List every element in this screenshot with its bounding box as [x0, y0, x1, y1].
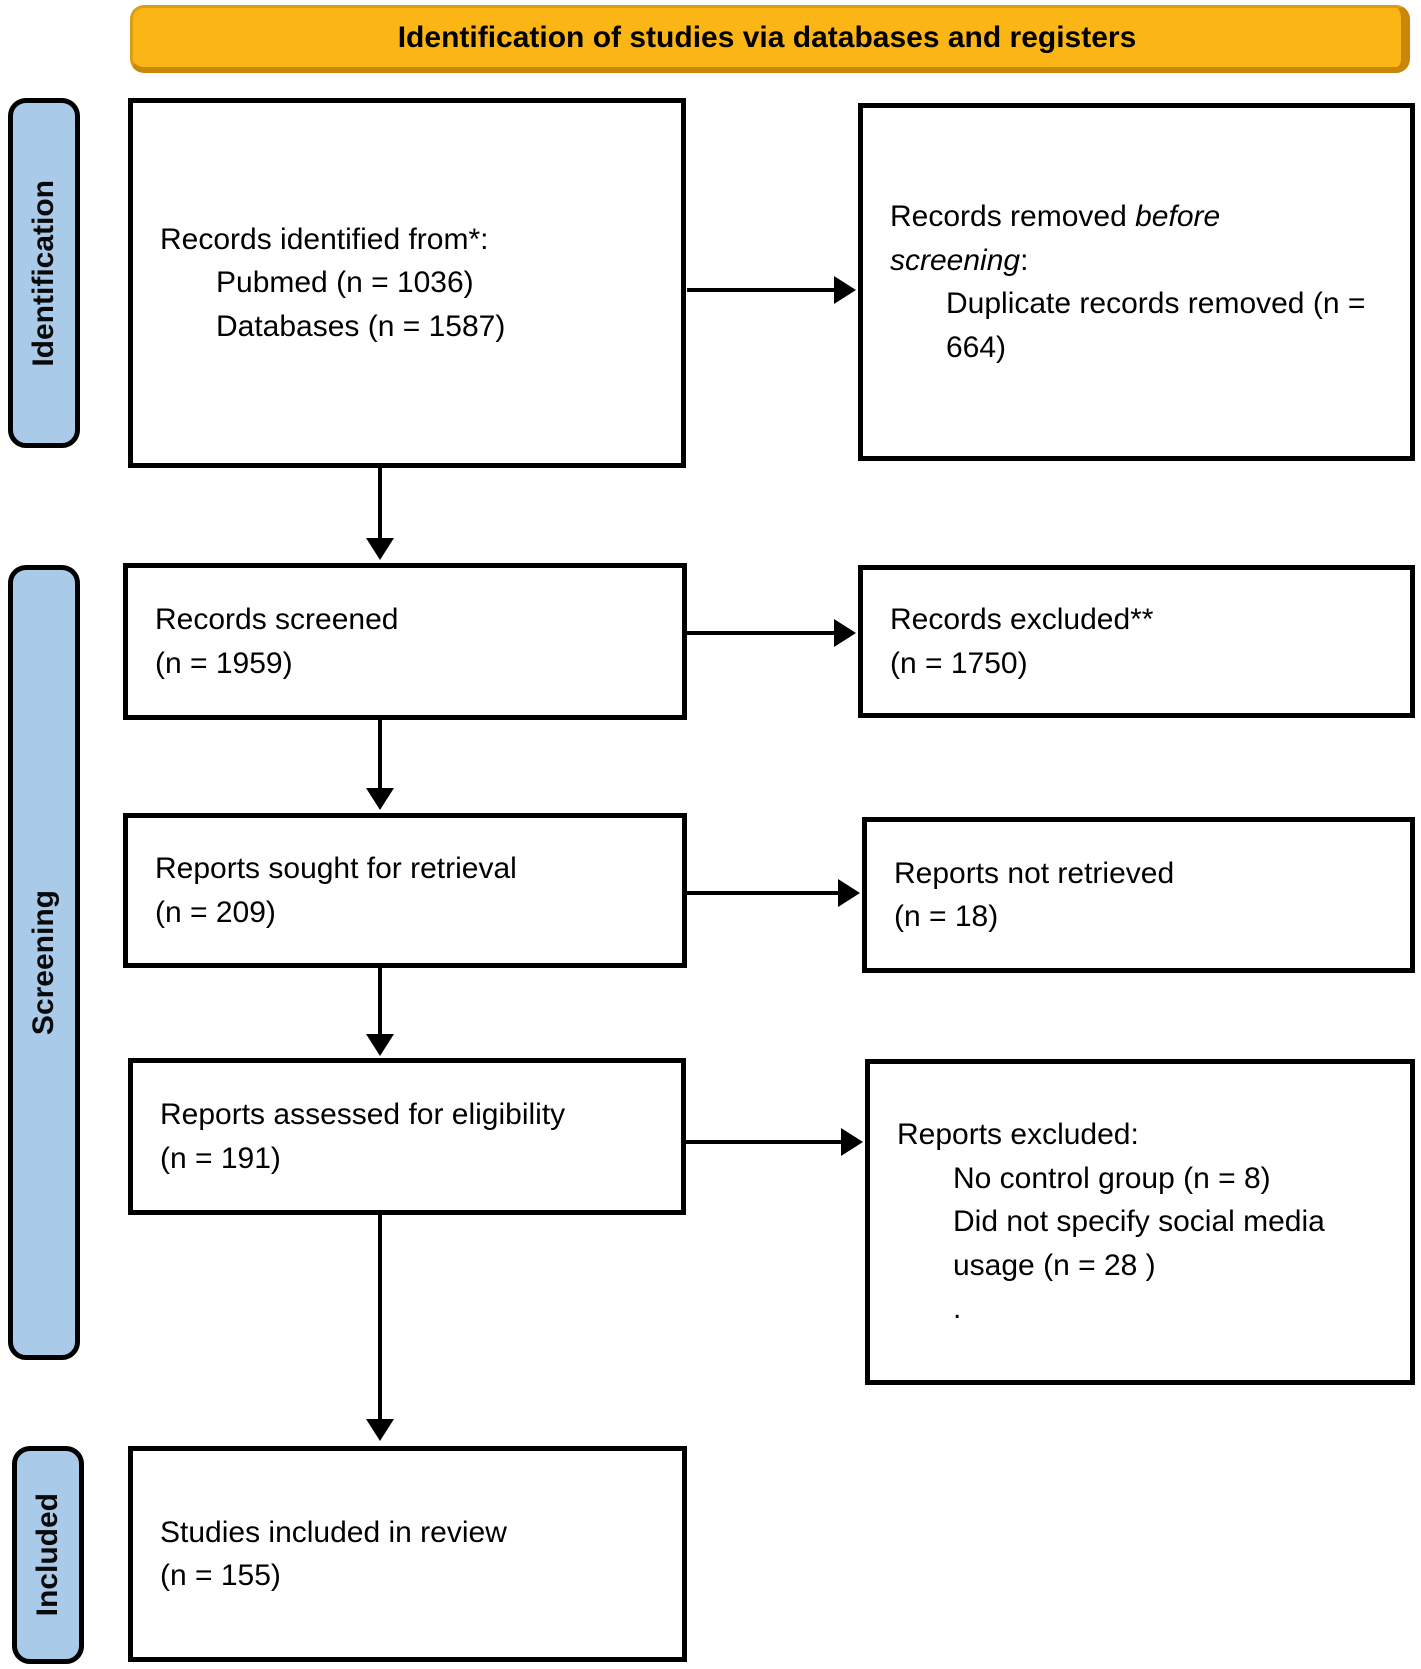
stage-included-text: Included — [31, 1493, 64, 1617]
title-text: Identification of studies via databases and registers — [397, 20, 1137, 54]
box-line: (n = 1750) — [890, 646, 1028, 680]
stage-label-screening — [8, 565, 80, 1360]
box-line: Records identified from*: — [160, 222, 489, 256]
box-line: Reports excluded: — [897, 1118, 1139, 1152]
box-line: Records excluded** — [890, 603, 1154, 636]
box-studies-included — [128, 1446, 687, 1662]
box-line: Did not specify social media usage (n = 28 ) — [953, 1205, 1325, 1282]
arrow-right-sought-to-not-retrieved — [687, 891, 838, 895]
box-reports-not-retrieved — [862, 817, 1415, 973]
box-line: . — [953, 1292, 962, 1326]
arrow-down-screened-to-sought — [378, 720, 382, 788]
stage-label-identification — [8, 98, 80, 448]
box-line: Records screened — [155, 603, 399, 636]
box-line: Studies included in review — [160, 1515, 507, 1549]
box-records-removed — [858, 103, 1415, 461]
box-reports-assessed — [128, 1058, 686, 1215]
box-line: (n = 18) — [894, 900, 999, 933]
box-line: Databases (n = 1587) — [216, 309, 506, 343]
box-reports-sought — [123, 813, 687, 968]
arrow-right-identified-to-removed — [687, 288, 834, 292]
box-line: Pubmed (n = 1036) — [216, 266, 474, 300]
box-line: No control group (n = 8) — [953, 1161, 1271, 1195]
box-line: (n = 209) — [155, 895, 276, 929]
stage-screening-text: Screening — [27, 889, 60, 1036]
box-records-identified — [128, 98, 686, 468]
box-records-screened — [123, 563, 687, 720]
box-records-excluded — [858, 565, 1415, 718]
box-line: (n = 155) — [160, 1559, 281, 1592]
arrow-down-identified-to-screened — [378, 468, 382, 538]
stage-identification-text: Identification — [27, 179, 60, 367]
box-line: Reports assessed for eligibility — [160, 1098, 566, 1131]
italic-phrase: before screening — [890, 200, 1221, 277]
box-line: Duplicate records removed (n = 664) — [946, 287, 1366, 364]
box-line: Reports not retrieved — [894, 856, 1175, 890]
box-reports-excluded — [865, 1059, 1415, 1385]
box-line: (n = 191) — [160, 1141, 281, 1175]
arrow-down-sought-to-assessed — [378, 968, 382, 1034]
arrow-right-screened-to-excluded — [687, 631, 834, 635]
arrow-right-assessed-to-excluded — [686, 1140, 841, 1144]
stage-label-included — [12, 1446, 84, 1664]
box-line: Reports sought for retrieval — [155, 852, 517, 885]
box-line: (n = 1959) — [155, 646, 293, 680]
title-banner — [130, 5, 1410, 73]
box-line: Records removed before screening: — [890, 200, 1221, 277]
arrow-down-assessed-to-included — [378, 1215, 382, 1419]
